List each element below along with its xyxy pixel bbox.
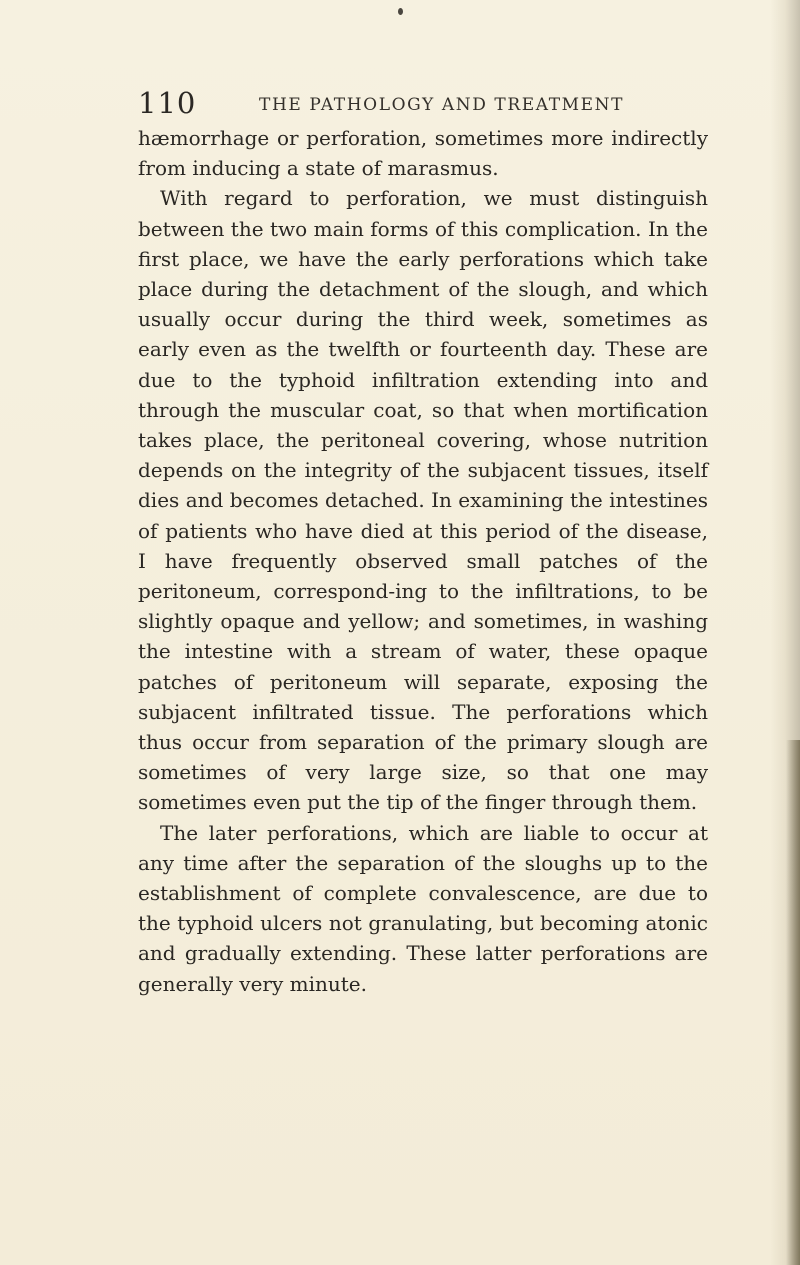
running-head: THE PATHOLOGY AND TREATMENT [259, 95, 625, 115]
paragraph-later-perforations: The later perforations, which are liable to occur at any time after the separation of the sloughs up to the establishment of complete convalescence, are due to the typhoid ulcers not granulating, but becoming atonic and gradually extending. These latter perforations are generally very minute. [138, 820, 708, 996]
page-number: 110 [138, 86, 197, 120]
page-edge-shadow [786, 740, 800, 1265]
ink-mark [398, 8, 403, 15]
page-header [138, 86, 698, 126]
body-text [138, 123, 708, 999]
paragraph-continuation: hæmorrhage or perforation, sometimes more indirectly from inducing a state of marasmus. [138, 126, 708, 181]
paragraph-perforation-forms: With regard to perforation, we must distinguish between the two main forms of this complication. In the first place, we have the early perforations which take place during the detachment of the slough, and which usually occur during the third week, sometimes as early even as the twelfth or fourteenth day. These are due to the typhoid infiltration extending into and through the muscular coat, so that when mortification takes place, the peritoneal covering, whose nutrition depends on the integrity of the subjacent tissues, itself dies and becomes detached. In examining the intestines of patients who have died at this period of the disease, I have frequently observed small patches of the peritoneum, correspond-ing to the infiltrations, to be slightly opaque and yellow; and sometimes, in washing the intestine with a stream of water, these opaque patches of peritoneum will separate, exposing the subjacent infiltrated tissue. The perforations which thus occur from separation of the primary slough are sometimes of very large size, so that one may sometimes even put the tip of the finger through them. [138, 186, 708, 815]
